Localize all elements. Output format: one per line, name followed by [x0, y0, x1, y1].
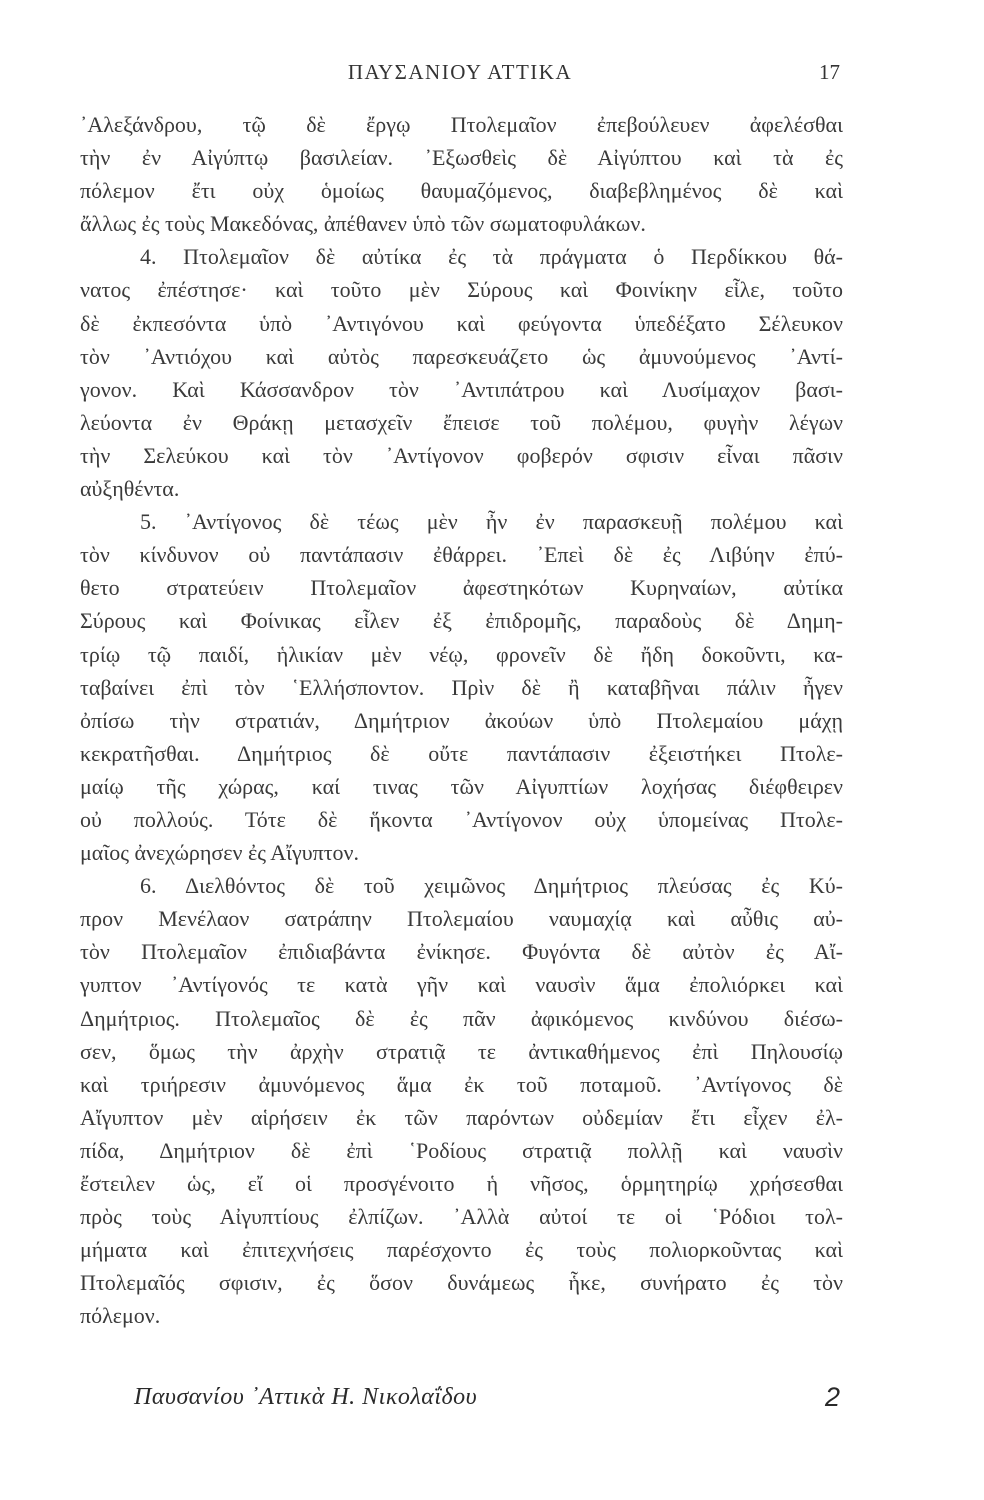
text-line: τὴν Σελεύκου καὶ τὸν ᾿Αντίγονον φοβερόν σφισιν εἶναι πᾶσιν: [80, 442, 843, 468]
sheet-number: 2: [824, 1382, 840, 1412]
text-line: γονον. Καὶ Κάσσανδρον τὸν ᾿Αντιπάτρου καὶ Λυσίμαχον βασι-: [80, 376, 843, 402]
text-line: Πτολεμαῖός σφισιν, ἐς ὅσον δυνάμεως ἧκε, συνήρατο ἐς τὸν: [80, 1270, 843, 1296]
text-line: κεκρατῆσθαι. Δημήτριος δὲ οὔτε παντάπασιν ἐξειστήκει Πτολε-: [80, 740, 843, 766]
text-line: ὀπίσω τὴν στρατιάν, Δημήτριον ἀκούων ὑπὸ Πτολεμαίου μάχῃ: [80, 707, 843, 733]
text-line: Δημήτριος. Πτολεμαῖος δὲ ἐς πᾶν ἀφικόμενος κινδύνου διέσω-: [80, 1005, 843, 1031]
text-line: καὶ τριήρεσιν ἀμυνόμενος ἅμα ἐκ τοῦ ποταμοῦ. ᾿Αντίγονος δὲ: [80, 1071, 843, 1097]
text-line: δὲ ἐκπεσόντα ὑπὸ ᾿Αντιγόνου καὶ φεύγοντα ὑπεδέξατο Σέλευκον: [80, 310, 843, 336]
text-line: θετο στρατεύειν Πτολεμαῖον ἀφεστηκότων Κυρηναίων, αὐτίκα: [80, 575, 843, 601]
text-line: πρὸς τοὺς Αἰγυπτίους ἐλπίζων. ᾿Αλλὰ αὐτοί τε οἱ ῾Ρόδιοι τολ-: [80, 1204, 843, 1230]
running-title: ΠΑΥΣΑΝΙΟΥ ΑΤΤΙΚΑ: [347, 60, 573, 84]
text-line: μήματα καὶ ἐπιτεχνήσεις παρέσχοντο ἐς τοὺς πολιορκοῦντας καὶ: [80, 1237, 843, 1263]
signature-footer: [134, 1384, 840, 1420]
paragraph-start-line: 6. Διελθόντος δὲ τοῦ χειμῶνος Δημήτριος πλεύσας ἐς Κύ-: [140, 873, 843, 899]
running-head: [80, 58, 840, 88]
footer-signature: Παυσανίου ᾿Αττικὰ Η. Νικολαΐδου: [134, 1384, 478, 1410]
text-line: τὸν κίνδυνον οὐ παντάπασιν ἐθάρρει. ᾿Επεὶ δὲ ἐς Λιβύην ἐπύ-: [80, 542, 843, 568]
text-line: πόλεμον ἔτι οὐχ ὁμοίως θαυμαζόμενος, διαβεβλημένος δὲ καὶ: [80, 178, 843, 204]
paragraph-start-line: 4. Πτολεμαῖον δὲ αὐτίκα ἐς τὰ πράγματα ὁ Περδίκκου θά-: [140, 244, 843, 270]
text-line: οὐ πολλούς. Τότε δὲ ἥκοντα ᾿Αντίγονον οὐχ ὑπομείνας Πτολε-: [80, 806, 843, 832]
text-line: νατος ἐπέστησε· καὶ τοῦτο μὲν Σύρους καὶ Φοινίκην εἷλε, τοῦτο: [80, 277, 843, 303]
text-line: γυπτον ᾿Αντίγονός τε κατὰ γῆν καὶ ναυσὶν ἅμα ἐπολιόρκει καὶ: [80, 972, 843, 998]
text-line: μαῖος ἀνεχώρησεν ἐς Αἴγυπτον.: [80, 840, 360, 866]
text-line: ἔστειλεν ὡς, εἴ οἱ προσγένοιτο ἡ νῆσος, ὁρμητηρίῳ χρήσεσθαι: [80, 1171, 843, 1196]
text-line: προν Μενέλαον σατράπην Πτολεμαίου ναυμαχίᾳ καὶ αὖθις αὐ-: [80, 906, 843, 932]
text-line: ᾿Αλεξάνδρου, τῷ δὲ ἔργῳ Πτολεμαῖον ἐπεβούλευεν ἀφελέσθαι: [80, 112, 843, 137]
text-line: πίδα, Δημήτριον δὲ ἐπὶ ῾Ροδίους στρατιᾷ πολλῇ καὶ ναυσὶν: [80, 1137, 843, 1163]
text-line: Σύρους καὶ Φοίνικας εἷλεν ἐξ ἐπιδρομῆς, παραδοὺς δὲ Δημη-: [80, 608, 843, 634]
paragraph-start-line: 5. ᾿Αντίγονος δὲ τέως μὲν ἦν ἐν παρασκευῇ πολέμου καὶ: [140, 509, 843, 535]
text-line: τὸν ᾿Αντιόχου καὶ αὐτὸς παρεσκευάζετο ὡς ἀμυνούμενος ᾿Αντί-: [80, 343, 843, 369]
text-line: μαίῳ τῆς χώρας, καί τινας τῶν Αἰγυπτίων λοχήσας διέφθειρεν: [80, 773, 843, 799]
text-line: τὸν Πτολεμαῖον ἐπιδιαβάντα ἐνίκησε. Φυγόντα δὲ αὐτὸν ἐς Αἴ-: [80, 939, 843, 965]
text-line: τὴν ἐν Αἰγύπτῳ βασιλείαν. ᾿Εξωσθεὶς δὲ Αἰγύπτου καὶ τὰ ἐς: [80, 145, 843, 171]
text-line: Αἴγυπτον μὲν αἱρήσειν ἐκ τῶν παρόντων οὐδεμίαν ἔτι εἶχεν ἐλ-: [80, 1104, 843, 1130]
text-line: πόλεμον.: [80, 1303, 161, 1329]
text-line: λεύοντα ἐν Θράκῃ μετασχεῖν ἔπεισε τοῦ πολέμου, φυγὴν λέγων: [80, 409, 843, 435]
text-line: ταβαίνει ἐπὶ τὸν ῾Ελλήσποντον. Πρὶν δὲ ἢ καταβῆναι πάλιν ἦγεν: [80, 674, 843, 700]
text-line: αὐξηθέντα.: [80, 476, 180, 502]
text-line: ἄλλως ἐς τοὺς Μακεδόνας, ἀπέθανεν ὑπὸ τῶν σωματοφυλάκων.: [80, 211, 646, 237]
body-text: [80, 108, 843, 1332]
page-number: 17: [819, 60, 840, 84]
text-line: τρίῳ τῷ παιδί, ἡλικίαν μὲν νέῳ, φρονεῖν δὲ ἤδη δοκοῦντι, κα-: [80, 641, 843, 667]
text-line: σεν, ὅμως τὴν ἀρχὴν στρατιᾷ τε ἀντικαθήμενος ἐπὶ Πηλουσίῳ: [80, 1038, 843, 1064]
